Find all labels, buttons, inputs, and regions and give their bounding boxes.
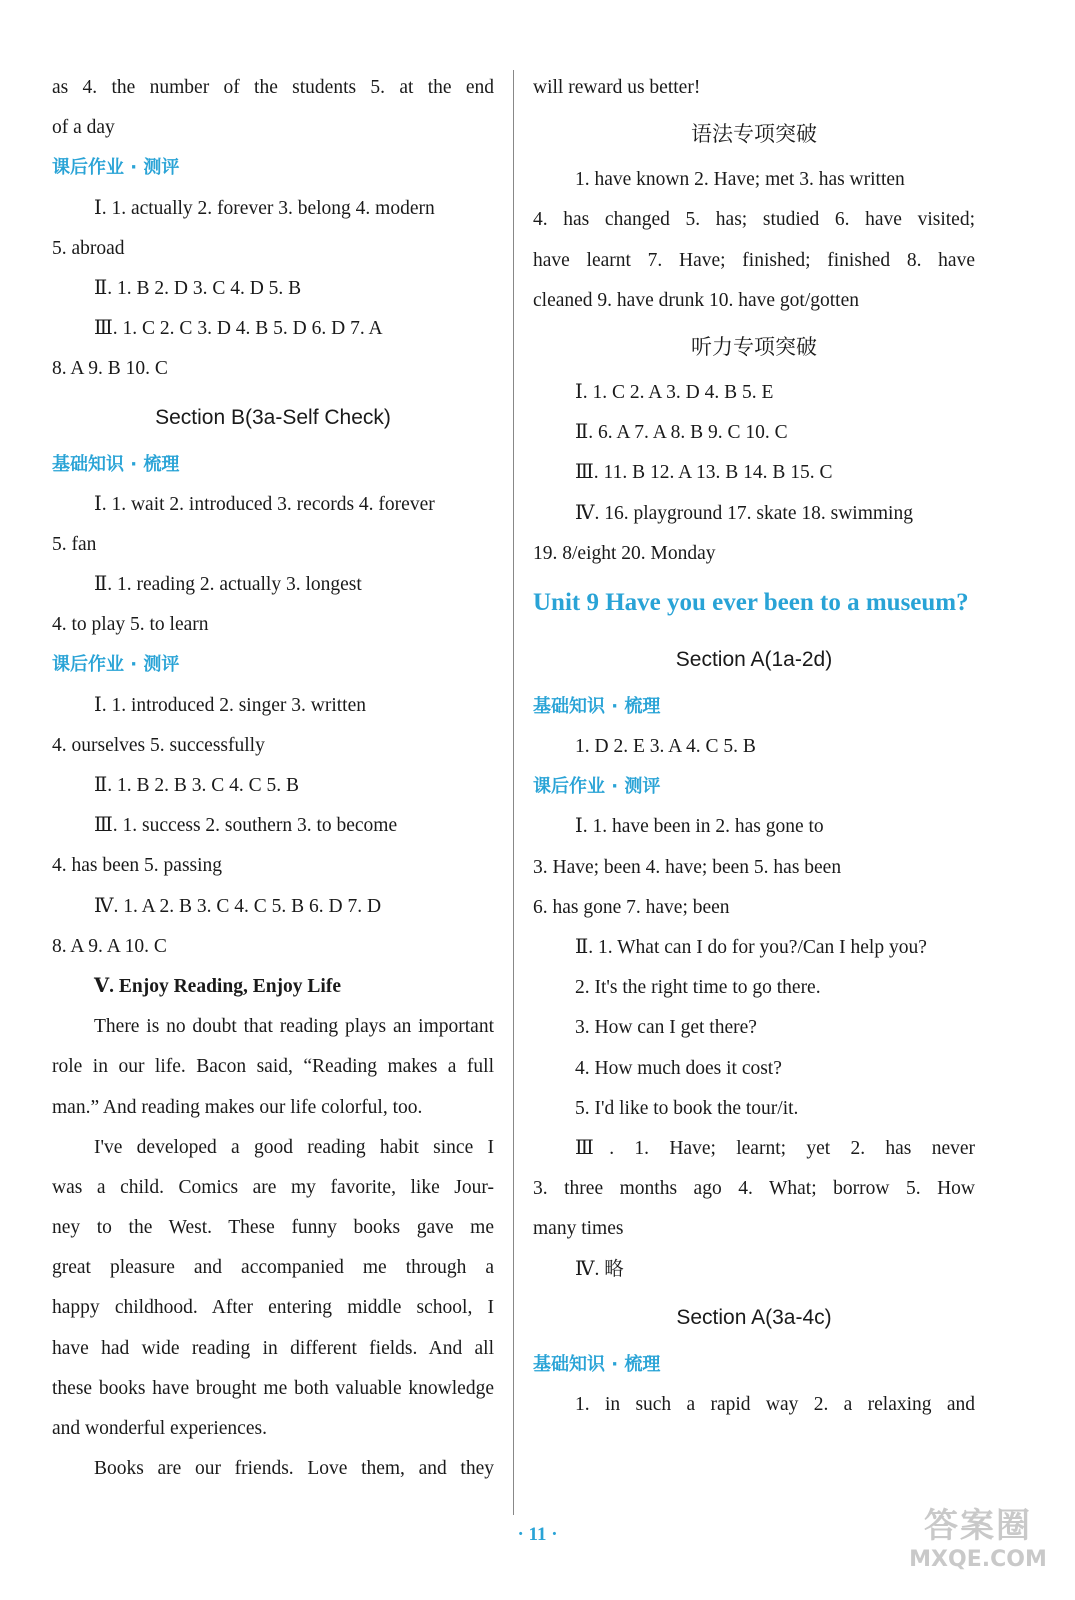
- right-line: many times: [533, 1218, 624, 1240]
- right-line: 19. 8/eight 20. Monday: [533, 542, 716, 564]
- column-divider: [513, 70, 514, 1515]
- left-line: role in our life. Bacon said, “Reading makes a full: [52, 1056, 494, 1078]
- right-line: Ⅳ. 16. playground 17. skate 18. swimming: [575, 502, 913, 524]
- left-line: Ⅱ. 1. reading 2. actually 3. longest: [94, 574, 362, 596]
- right-line: Section A(1a-2d): [675, 647, 833, 671]
- right-line: Ⅱ. 6. A 7. A 8. B 9. C 10. C: [575, 422, 788, 444]
- right-line: Ⅲ. 1. Have; learnt; yet 2. has never: [575, 1137, 975, 1159]
- left-line: Ⅲ. 1. C 2. C 3. D 4. B 5. D 6. D 7. A: [94, 318, 383, 340]
- right-line: 基础知识 · 梳理: [533, 695, 661, 717]
- left-line: Ⅴ. Enjoy Reading, Enjoy Life: [94, 975, 341, 997]
- left-line: Ⅳ. 1. A 2. B 3. C 4. C 5. B 6. D 7. D: [94, 895, 382, 917]
- right-line: 1. D 2. E 3. A 4. C 5. B: [575, 736, 756, 758]
- left-line: was a child. Comics are my favorite, like Jour-: [52, 1176, 494, 1198]
- left-line: There is no doubt that reading plays an important: [94, 1016, 494, 1038]
- left-line: 课后作业 · 测评: [52, 654, 180, 676]
- right-line: cleaned 9. have drunk 10. have got/gotten: [533, 289, 859, 311]
- right-line: 课后作业 · 测评: [533, 776, 661, 798]
- page-number: · 11 ·: [517, 1524, 558, 1545]
- left-line: I've developed a good reading habit since I: [94, 1136, 494, 1158]
- left-line: 5. fan: [52, 533, 97, 555]
- right-line: Ⅰ. 1. C 2. A 3. D 4. B 5. E: [575, 381, 774, 403]
- watermark-url: MXQE.COM: [909, 1547, 1047, 1572]
- left-line: 8. A 9. B 10. C: [52, 358, 168, 380]
- left-line: 基础知识 · 梳理: [52, 453, 180, 475]
- left-line: 8. A 9. A 10. C: [52, 935, 167, 957]
- left-line: Ⅰ. 1. wait 2. introduced 3. records 4. forever: [94, 493, 435, 515]
- left-line: happy childhood. After entering middle school, I: [52, 1297, 494, 1319]
- right-line: 3. Have; been 4. have; been 5. has been: [533, 856, 842, 878]
- right-line: 基础知识 · 梳理: [533, 1353, 661, 1375]
- right-line: 语法专项突破: [691, 122, 817, 147]
- right-line: have learnt 7. Have; finished; finished 8. have: [533, 249, 975, 271]
- left-line: Ⅱ. 1. B 2. B 3. C 4. C 5. B: [94, 775, 300, 796]
- left-line: and wonderful experiences.: [52, 1418, 267, 1439]
- left-line: 4. ourselves 5. successfully: [52, 734, 265, 756]
- right-line: Section A(3a-4c): [676, 1305, 832, 1329]
- right-line: 3. How can I get there?: [575, 1017, 757, 1039]
- right-line: Ⅲ. 11. B 12. A 13. B 14. B 15. C: [575, 462, 833, 484]
- left-line: Section B(3a-Self Check): [155, 405, 391, 429]
- right-line: 3. three months ago 4. What; borrow 5. How: [533, 1178, 975, 1200]
- left-line: Ⅰ. 1. actually 2. forever 3. belong 4. modern: [94, 197, 435, 219]
- left-line: Ⅰ. 1. introduced 2. singer 3. written: [94, 694, 366, 716]
- watermark-logo-text: 答案圈: [924, 1506, 1032, 1546]
- right-line: 6. has gone 7. have; been: [533, 896, 730, 918]
- left-line: great pleasure and accompanied me through a: [52, 1257, 494, 1279]
- left-line: 4. to play 5. to learn: [52, 614, 209, 636]
- left-line: as 4. the number of the students 5. at the end: [52, 77, 494, 98]
- left-line: Ⅲ. 1. success 2. southern 3. to become: [94, 815, 398, 837]
- right-line: Ⅱ. 1. What can I do for you?/Can I help you?: [575, 937, 927, 958]
- right-line: Ⅳ. 略: [575, 1258, 624, 1280]
- left-line: these books have brought me both valuable knowledge: [52, 1377, 494, 1399]
- left-line: 课后作业 · 测评: [52, 157, 180, 179]
- left-line: Ⅱ. 1. B 2. D 3. C 4. D 5. B: [94, 277, 302, 299]
- left-line: 5. abroad: [52, 237, 125, 259]
- watermark-logo: [903, 1498, 1053, 1588]
- right-line: will reward us better!: [533, 77, 701, 98]
- left-line: ney to the West. These funny books gave me: [52, 1217, 494, 1239]
- right-line: 2. It's the right time to go there.: [575, 977, 821, 999]
- right-column: [533, 68, 975, 1425]
- right-line: 1. in such a rapid way 2. a relaxing and: [575, 1393, 975, 1415]
- right-line: 4. How much does it cost?: [575, 1057, 782, 1079]
- left-line: Books are our friends. Love them, and they: [94, 1458, 494, 1480]
- right-line: 5. I'd like to book the tour/it.: [575, 1097, 799, 1119]
- right-line: Ⅰ. 1. have been in 2. has gone to: [575, 816, 824, 838]
- left-line: man.” And reading makes our life colorful, too.: [52, 1096, 423, 1118]
- left-column: [52, 68, 494, 1489]
- right-line: 1. have known 2. Have; met 3. has written: [575, 169, 905, 191]
- right-line: Unit 9 Have you ever been to a museum?: [533, 588, 969, 616]
- left-line: 4. has been 5. passing: [52, 855, 223, 877]
- right-line: 4. has changed 5. has; studied 6. have visited;: [533, 209, 975, 231]
- right-line: 听力专项突破: [691, 334, 817, 359]
- left-line: have had wide reading in different fields. And all: [52, 1337, 494, 1359]
- left-line: of a day: [52, 117, 115, 139]
